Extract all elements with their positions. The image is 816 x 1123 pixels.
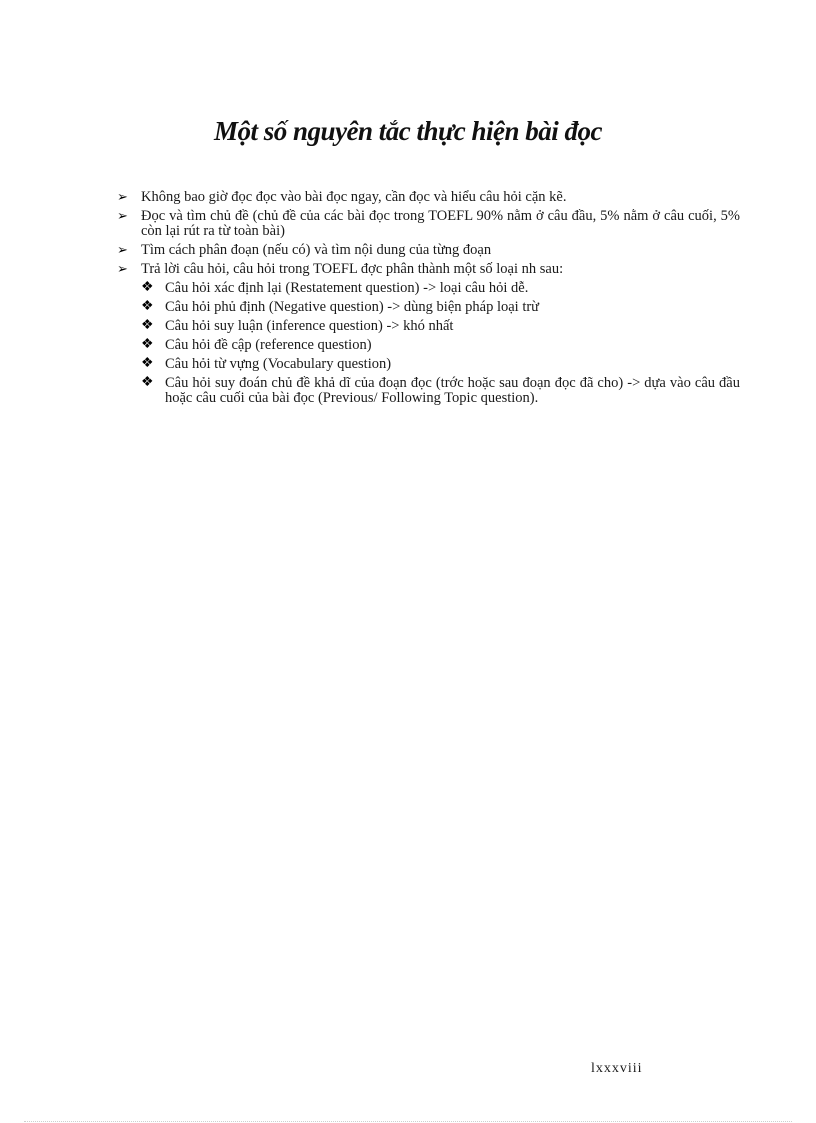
question-type-text: Câu hỏi xác định lại (Restatement question) -> loại câu hỏi dễ. [165,280,529,296]
diamond-cluster-bullet-icon: ❖ [141,299,154,314]
list-item-text: Trả lời câu hỏi, câu hỏi trong TOEFL đợc phân thành một số loại nh sau: [141,261,564,277]
question-type-item [141,300,740,315]
question-type-item [141,338,740,353]
arrowhead-bullet-icon: ➢ [117,189,128,204]
question-type-item [141,357,740,372]
diamond-cluster-bullet-icon: ❖ [141,375,154,390]
question-type-item [141,319,740,334]
page-title: Một số nguyên tắc thực hiện bài đọc [214,116,602,146]
question-type-item [141,281,740,296]
page-footer-divider [24,1121,792,1122]
list-item-text: Không bao giờ đọc đọc vào bài đọc ngay, cần đọc và hiểu câu hỏi cặn kẽ. [141,189,567,205]
list-item [117,209,740,239]
diamond-cluster-bullet-icon: ❖ [141,318,154,333]
question-type-item [141,376,740,406]
diamond-cluster-bullet-icon: ❖ [141,356,154,371]
question-type-text: Câu hỏi đề cập (reference question) [165,337,372,353]
diamond-cluster-bullet-icon: ❖ [141,280,154,295]
question-type-text: Câu hỏi suy luận (inference question) -> khó nhất [165,318,454,334]
diamond-cluster-bullet-icon: ❖ [141,337,154,352]
list-item [117,243,740,258]
rules-list [117,190,740,410]
question-type-text: Câu hỏi phủ định (Negative question) -> dùng biện pháp loại trừ [165,299,540,315]
list-item [117,262,740,277]
page-number: lxxxviii [591,1061,643,1076]
arrowhead-bullet-icon: ➢ [117,261,128,276]
list-item [117,190,740,205]
question-type-text: Câu hỏi suy đoán chủ đề khả dĩ của đoạn đọc (trớc hoặc sau đoạn đọc đã cho) -> dựa vào câu đầu hoặc câu cuối của bài đọc (Previous/ Following Topic question). [165,375,740,406]
arrowhead-bullet-icon: ➢ [117,208,128,223]
list-item-text: Đọc và tìm chủ đề (chủ đề của các bài đọc trong TOEFL 90% nằm ở câu đầu, 5% nằm ở câu cuối, 5% còn lại rút ra từ toàn bài) [141,208,740,239]
arrowhead-bullet-icon: ➢ [117,242,128,257]
list-item-text: Tìm cách phân đoạn (nếu có) và tìm nội dung của từng đoạn [141,242,492,258]
question-type-text: Câu hỏi từ vựng (Vocabulary question) [165,356,392,372]
